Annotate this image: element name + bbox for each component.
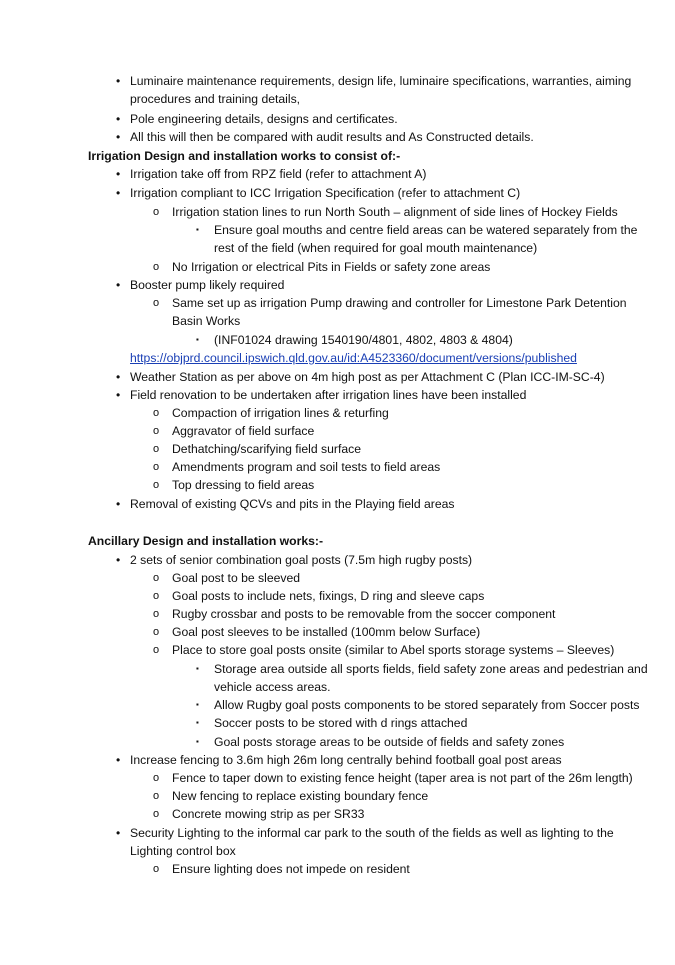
bullet-disc: • — [116, 112, 121, 126]
bullet-circle: o — [153, 261, 160, 273]
list-item: Ensure goal mouths and centre field areas can be watered separately from the — [214, 223, 638, 237]
bullet-disc: • — [116, 388, 121, 402]
list-item: Irrigation take off from RPZ field (refer to attachment A) — [130, 167, 427, 181]
bullet-circle: o — [153, 626, 160, 638]
bullet-circle: o — [153, 407, 160, 419]
bullet-circle: o — [153, 297, 160, 309]
bullet-circle: o — [153, 461, 160, 473]
bullet-square: ▪ — [196, 664, 199, 673]
bullet-disc: • — [116, 74, 121, 88]
bullet-disc: • — [116, 130, 121, 144]
list-item: Weather Station as per above on 4m high post as per Attachment C (Plan ICC-IM-SC-4) — [130, 370, 605, 384]
list-item: Same set up as irrigation Pump drawing and controller for Limestone Park Detention — [172, 296, 627, 310]
bullet-square: ▪ — [196, 737, 199, 746]
list-item: Amendments program and soil tests to field areas — [172, 460, 441, 474]
list-item: Irrigation station lines to run North South – alignment of side lines of Hockey Fields — [172, 205, 618, 219]
list-item: Luminaire maintenance requirements, design life, luminaire specifications, warranties, aiming — [130, 74, 632, 88]
bullet-circle: o — [153, 790, 160, 802]
bullet-circle: o — [153, 772, 160, 784]
bullet-disc: • — [116, 826, 121, 840]
list-item: (INF01024 drawing 1540190/4801, 4802, 4803 & 4804) — [214, 333, 513, 347]
list-item: Compaction of irrigation lines & returfing — [172, 406, 389, 420]
list-item: Concrete mowing strip as per SR33 — [172, 807, 365, 821]
bullet-disc: • — [116, 167, 121, 181]
list-item-continuation: Lighting control box — [130, 844, 236, 858]
list-item: Place to store goal posts onsite (similar to Abel sports storage systems – Sleeves) — [172, 643, 615, 657]
list-item: 2 sets of senior combination goal posts (7.5m high rugby posts) — [130, 553, 473, 567]
list-item: Allow Rugby goal posts components to be stored separately from Soccer posts — [214, 698, 640, 712]
list-item: Irrigation compliant to ICC Irrigation Specification (refer to attachment C) — [130, 186, 521, 200]
bullet-square: ▪ — [196, 225, 199, 234]
list-item-continuation: vehicle access areas. — [214, 680, 331, 694]
list-item: Dethatching/scarifying field surface — [172, 442, 362, 456]
bullet-circle: o — [153, 644, 160, 656]
bullet-circle: o — [153, 479, 160, 491]
bullet-square: ▪ — [196, 718, 199, 727]
bullet-circle: o — [153, 608, 160, 620]
list-item: Security Lighting to the informal car park to the south of the fields as well as lighting to the — [130, 826, 614, 840]
list-item: No Irrigation or electrical Pits in Fields or safety zone areas — [172, 260, 491, 274]
list-item: Ensure lighting does not impede on resident — [172, 862, 410, 876]
bullet-circle: o — [153, 808, 160, 820]
bullet-circle: o — [153, 863, 160, 875]
bullet-circle: o — [153, 572, 160, 584]
list-item: Goal posts storage areas to be outside of fields and safety zones — [214, 735, 565, 749]
bullet-circle: o — [153, 443, 160, 455]
list-item-continuation: Basin Works — [172, 314, 241, 328]
bullet-circle: o — [153, 425, 160, 437]
list-item: Pole engineering details, designs and certificates. — [130, 112, 398, 126]
list-item: All this will then be compared with audit results and As Constructed details. — [130, 130, 534, 144]
bullet-disc: • — [116, 497, 121, 511]
list-item: Removal of existing QCVs and pits in the Playing field areas — [130, 497, 455, 511]
bullet-disc: • — [116, 553, 121, 567]
list-item-continuation: procedures and training details, — [130, 92, 301, 106]
list-item: Goal post to be sleeved — [172, 571, 301, 585]
bullet-circle: o — [153, 590, 160, 602]
list-item: Field renovation to be undertaken after irrigation lines have been installed — [130, 388, 527, 402]
list-item: Rugby crossbar and posts to be removable from the soccer component — [172, 607, 556, 621]
list-item-continuation: rest of the field (when required for goal mouth maintenance) — [214, 241, 538, 255]
list-item: Goal posts to include nets, fixings, D ring and sleeve caps — [172, 589, 485, 603]
list-item: Top dressing to field areas — [172, 478, 315, 492]
bullet-disc: • — [116, 186, 121, 200]
list-item: Storage area outside all sports fields, field safety zone areas and pedestrian and — [214, 662, 648, 676]
document-link[interactable]: https://objprd.council.ipswich.qld.gov.au/id:A4523360/document/versions/published — [130, 351, 577, 365]
list-item: Booster pump likely required — [130, 278, 285, 292]
irrigation-heading: Irrigation Design and installation works to consist of:- — [88, 149, 401, 163]
bullet-disc: • — [116, 753, 121, 767]
list-item: Fence to taper down to existing fence height (taper area is not part of the 26m length) — [172, 771, 633, 785]
bullet-circle: o — [153, 206, 160, 218]
list-item: Aggravator of field surface — [172, 424, 315, 438]
bullet-disc: • — [116, 370, 121, 384]
list-item: Goal post sleeves to be installed (100mm below Surface) — [172, 625, 481, 639]
bullet-square: ▪ — [196, 700, 199, 709]
bullet-disc: • — [116, 278, 121, 292]
bullet-square: ▪ — [196, 335, 199, 344]
list-item: Increase fencing to 3.6m high 26m long centrally behind football goal post areas — [130, 753, 562, 767]
list-item: Soccer posts to be stored with d rings attached — [214, 716, 468, 730]
ancillary-heading: Ancillary Design and installation works:- — [88, 534, 323, 548]
list-item: New fencing to replace existing boundary fence — [172, 789, 429, 803]
